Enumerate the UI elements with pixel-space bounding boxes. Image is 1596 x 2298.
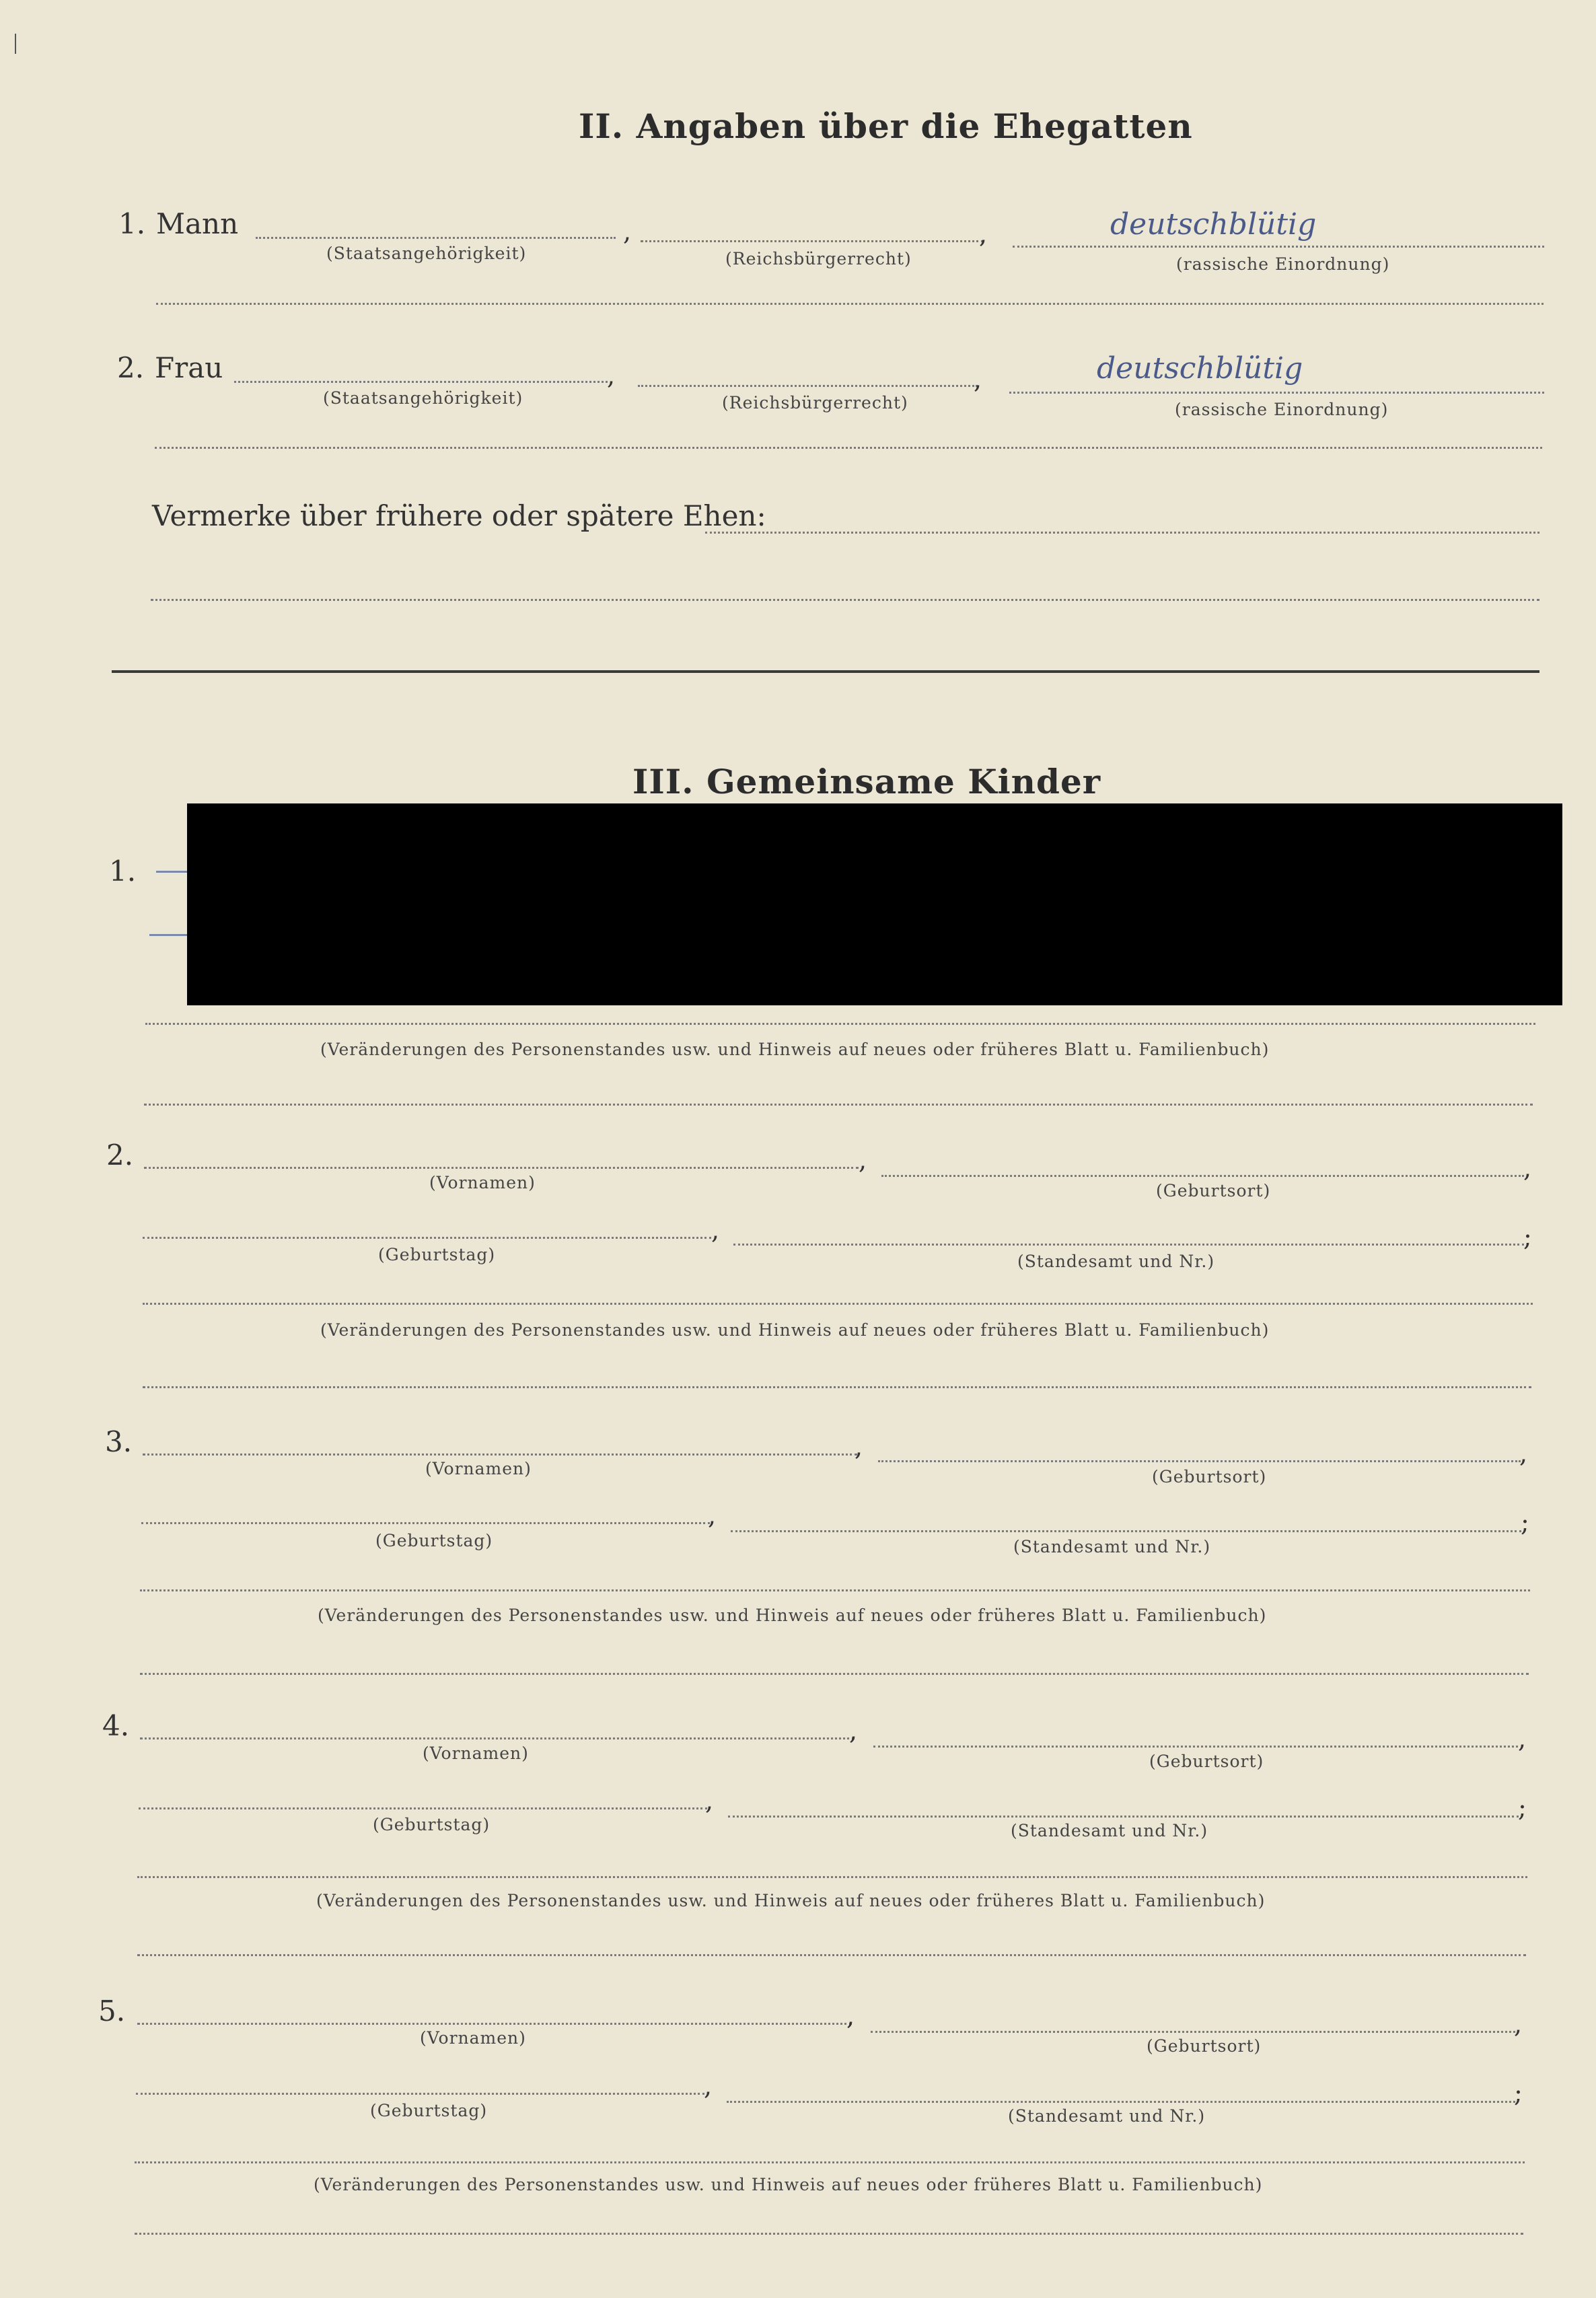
child-1-row3-field[interactable]: [145, 1023, 1535, 1025]
vermerke-field[interactable]: [705, 532, 1539, 534]
comma: ,: [704, 2071, 713, 2101]
child-5-cap-standesamt: (Standesamt und Nr.): [1008, 2106, 1206, 2126]
child-4-cap-standesamt: (Standesamt und Nr.): [1011, 1821, 1208, 1840]
child-3-cap-standesamt: (Standesamt und Nr.): [1013, 1537, 1211, 1556]
comma: ,: [607, 361, 616, 390]
mann-reich-field[interactable]: [641, 240, 984, 242]
frau-staat-field[interactable]: [234, 381, 608, 383]
frau-cap-staat: (Staatsangehörigkeit): [323, 388, 523, 408]
child-2-cap-veraenderungen: (Veränderungen des Personenstandes usw. und Hinweis auf neues oder früheres Blatt u. Familienbuch): [320, 1320, 1270, 1340]
child-3-row3-field[interactable]: [140, 1589, 1530, 1591]
redaction-box: [187, 803, 1562, 1005]
child-4-geburtstag-field[interactable]: [139, 1807, 707, 1809]
child-3-cap-geburtstag: (Geburtstag): [375, 1531, 493, 1550]
frau-cap-rasse: (rassische Einordnung): [1175, 400, 1389, 419]
child-2-number: 2.: [106, 1139, 134, 1172]
comma: ,: [623, 217, 632, 246]
child-5-geburtsort-field[interactable]: [871, 2031, 1515, 2033]
mann-cap-rasse: (rassische Einordnung): [1176, 254, 1390, 274]
child-3-number: 3.: [105, 1425, 133, 1458]
child-5-row3-field[interactable]: [135, 2161, 1525, 2163]
comma: ,: [974, 365, 982, 394]
child-2-cap-geburtsort: (Geburtsort): [1156, 1181, 1271, 1200]
child-2-vornamen-field[interactable]: [144, 1167, 859, 1169]
child-5-geburtstag-field[interactable]: [136, 2093, 704, 2095]
child-2-cap-standesamt: (Standesamt und Nr.): [1017, 1252, 1215, 1271]
child-1-number: 1.: [109, 855, 137, 888]
child-3-cap-geburtsort: (Geburtsort): [1152, 1467, 1267, 1486]
child-1-field-b[interactable]: [149, 934, 190, 936]
mann-staat-field[interactable]: [256, 237, 616, 239]
section-3-heading: III. Gemeinsame Kinder: [632, 762, 1101, 801]
child-2-cap-vornamen: (Vornamen): [429, 1173, 536, 1192]
child-1-cap-veraenderungen: (Veränderungen des Personenstandes usw. und Hinweis auf neues oder früheres Blatt u. Familienbuch): [320, 1040, 1270, 1059]
comma: ,: [705, 1786, 714, 1816]
child-3-standesamt-field[interactable]: [731, 1530, 1521, 1532]
semicolon: ;: [1523, 1222, 1532, 1252]
semicolon: ;: [1521, 1507, 1529, 1537]
comma: ,: [1514, 2009, 1523, 2039]
child-3-geburtstag-field[interactable]: [141, 1522, 710, 1524]
comma: ,: [849, 1716, 858, 1746]
child-5-vornamen-field[interactable]: [137, 2023, 852, 2025]
comma: ,: [855, 1432, 863, 1462]
comma: ,: [979, 219, 988, 249]
child-2-geburtsort-field[interactable]: [881, 1175, 1524, 1177]
frau-continuation-field[interactable]: [155, 447, 1542, 449]
mann-continuation-field[interactable]: [156, 303, 1544, 305]
child-5-cap-geburtstag: (Geburtstag): [370, 2101, 488, 2120]
child-3-geburtsort-field[interactable]: [878, 1460, 1521, 1462]
child-2-standesamt-field[interactable]: [733, 1244, 1524, 1246]
child-4-row3-field[interactable]: [137, 1876, 1527, 1878]
frau-rasse-field[interactable]: [1009, 392, 1544, 394]
comma: ,: [708, 1501, 717, 1530]
mann-rasse-field[interactable]: [1013, 246, 1544, 248]
margin-mark: [15, 34, 16, 54]
section-2-heading: II. Angaben über die Ehegatten: [579, 106, 1193, 146]
child-1-veraenderungen-field[interactable]: [144, 1104, 1533, 1106]
child-2-cap-geburtstag: (Geburtstag): [378, 1245, 496, 1264]
child-4-vornamen-field[interactable]: [140, 1737, 855, 1739]
child-2-veraenderungen-field[interactable]: [143, 1386, 1531, 1388]
child-4-cap-vornamen: (Vornamen): [423, 1744, 529, 1763]
child-5-standesamt-field[interactable]: [727, 2101, 1515, 2103]
frau-cap-reich: (Reichsbürgerrecht): [722, 393, 908, 412]
child-5-cap-veraenderungen: (Veränderungen des Personenstandes usw. und Hinweis auf neues oder früheres Blatt u. Familienbuch): [314, 2175, 1263, 2194]
comma: ,: [846, 2001, 855, 2031]
frau-rasse-handwriting: deutschblütig: [1097, 351, 1303, 386]
child-2-row3-field[interactable]: [143, 1303, 1533, 1305]
mann-cap-reich: (Reichsbürgerrecht): [725, 249, 912, 268]
comma: ,: [1519, 1439, 1528, 1468]
child-4-standesamt-field[interactable]: [728, 1816, 1519, 1818]
child-4-cap-veraenderungen: (Veränderungen des Personenstandes usw. und Hinweis auf neues oder früheres Blatt u. Familienbuch): [316, 1891, 1266, 1910]
frau-number: 2.: [117, 351, 145, 384]
child-5-cap-geburtsort: (Geburtsort): [1147, 2036, 1262, 2056]
semicolon: ;: [1518, 1793, 1527, 1822]
child-5-veraenderungen-field[interactable]: [135, 2233, 1523, 2235]
child-4-number: 4.: [102, 1709, 130, 1742]
frau-reich-field[interactable]: [638, 385, 978, 387]
comma: ,: [711, 1215, 720, 1245]
semicolon: ;: [1514, 2078, 1523, 2108]
section-divider: [112, 670, 1539, 673]
child-2-geburtstag-field[interactable]: [143, 1237, 711, 1239]
vermerke-continuation-field[interactable]: [151, 599, 1539, 601]
child-4-veraenderungen-field[interactable]: [137, 1954, 1526, 1956]
child-3-cap-veraenderungen: (Veränderungen des Personenstandes usw. und Hinweis auf neues oder früheres Blatt u. Familienbuch): [318, 1606, 1267, 1625]
child-3-veraenderungen-field[interactable]: [140, 1673, 1529, 1675]
mann-number: 1.: [118, 207, 146, 240]
child-4-cap-geburtstag: (Geburtstag): [373, 1815, 491, 1834]
child-4-cap-geburtsort: (Geburtsort): [1149, 1752, 1264, 1771]
child-4-geburtsort-field[interactable]: [873, 1746, 1518, 1748]
child-3-vornamen-field[interactable]: [143, 1453, 857, 1456]
mann-rasse-handwriting: deutschblütig: [1110, 207, 1317, 242]
frau-label: Frau: [155, 351, 223, 384]
child-5-number: 5.: [98, 1995, 126, 2027]
vermerke-label: Vermerke über frühere oder spätere Ehen:: [152, 499, 766, 532]
comma: ,: [859, 1145, 867, 1175]
comma: ,: [1518, 1724, 1527, 1754]
comma: ,: [1523, 1153, 1532, 1183]
mann-label: Mann: [156, 207, 239, 240]
child-5-cap-vornamen: (Vornamen): [420, 2028, 526, 2048]
child-3-cap-vornamen: (Vornamen): [425, 1459, 532, 1478]
mann-cap-staat: (Staatsangehörigkeit): [326, 244, 527, 263]
